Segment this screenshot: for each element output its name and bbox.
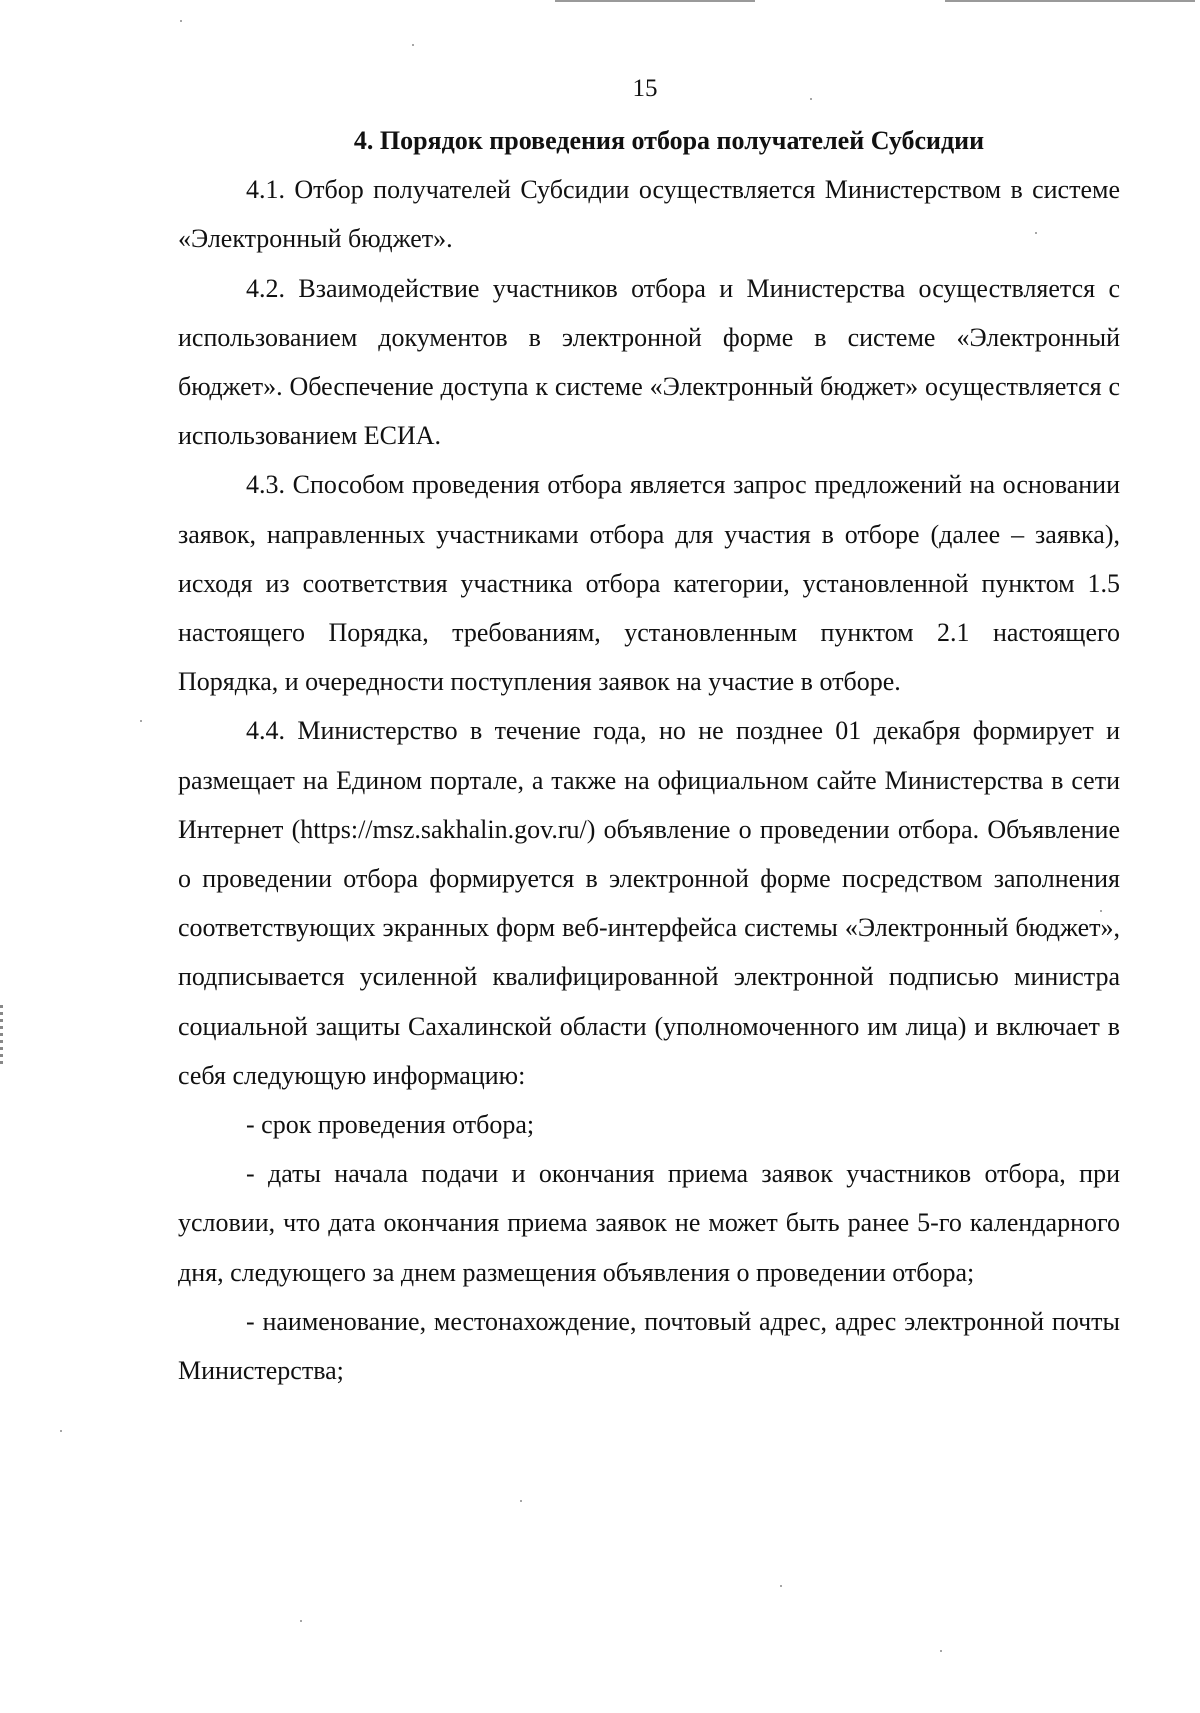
list-item-selection-period: - срок проведения отбора; [246,1110,535,1140]
paragraph-4-4: 4.4. Министерство в течение года, но не позднее 01 декабря формирует и размещает на Едином портале, а также на официальном сайте Министерства в сети Интернет (https://msz.sakhalin.gov.ru/) объявление о проведении отбора. Объявление о проведении отбора формируется в электронной форме посредством заполнения соответствующих экранных форм веб-интерфейса системы «Электронный бюджет», подписывается усиленной квалифицированной электронной подписью министра социальной защиты Сахалинской области (уполномоченного им лица) и включает в себя следующую информацию: [178,716,1120,1090]
scan-speck [1100,910,1102,912]
list-item-ministry-contacts: - наименование, местонахождение, почтовый адрес, адрес электронной почты Министерства; [178,1306,1120,1386]
page-number: 15 [632,75,658,102]
scan-speck [520,1500,522,1502]
paragraph-4-1: 4.1. Отбор получателей Субсидии осуществляется Министерством в системе «Электронный бюджет». [178,175,1120,254]
scan-speck [60,1430,62,1432]
scan-speck [1035,232,1037,234]
section-title: 4. Порядок проведения отбора получателей Субсидии [353,126,985,155]
list-item-application-dates: - даты начала подачи и окончания приема заявок участников отбора, при условии, что дата окончания приема заявок не может быть ранее 5-го календарного дня, следующего за днем размещения объявления о проведении отбора; [178,1159,1120,1287]
scan-speck [180,20,182,22]
scan-edge-line [555,0,755,2]
document-body [178,116,1120,1395]
scan-speck [412,44,414,46]
scan-speck [140,720,142,722]
paragraph-4-3: 4.3. Способом проведения отбора является запрос предложений на основании заявок, направленных участниками отбора для участия в отборе (далее – заявка), исходя из соответствия участника отбора категории, установленной пунктом 1.5 настоящего Порядка, требованиям, установленным пунктом 2.1 настоящего Порядка, и очередности поступления заявок на участие в отборе. [178,470,1120,697]
paragraph-4-2: 4.2. Взаимодействие участников отбора и Министерства осуществляется с использованием документов в электронной форме в системе «Электронный бюджет». Обеспечение доступа к системе «Электронный бюджет» осуществляется с использованием ЕСИА. [178,273,1120,451]
scan-speck [780,1585,782,1587]
scan-speck [810,98,812,100]
scan-edge-line [945,0,1195,2]
scan-speck [940,1650,942,1652]
scan-edge-mark [0,1005,3,1065]
scan-speck [300,1620,302,1622]
